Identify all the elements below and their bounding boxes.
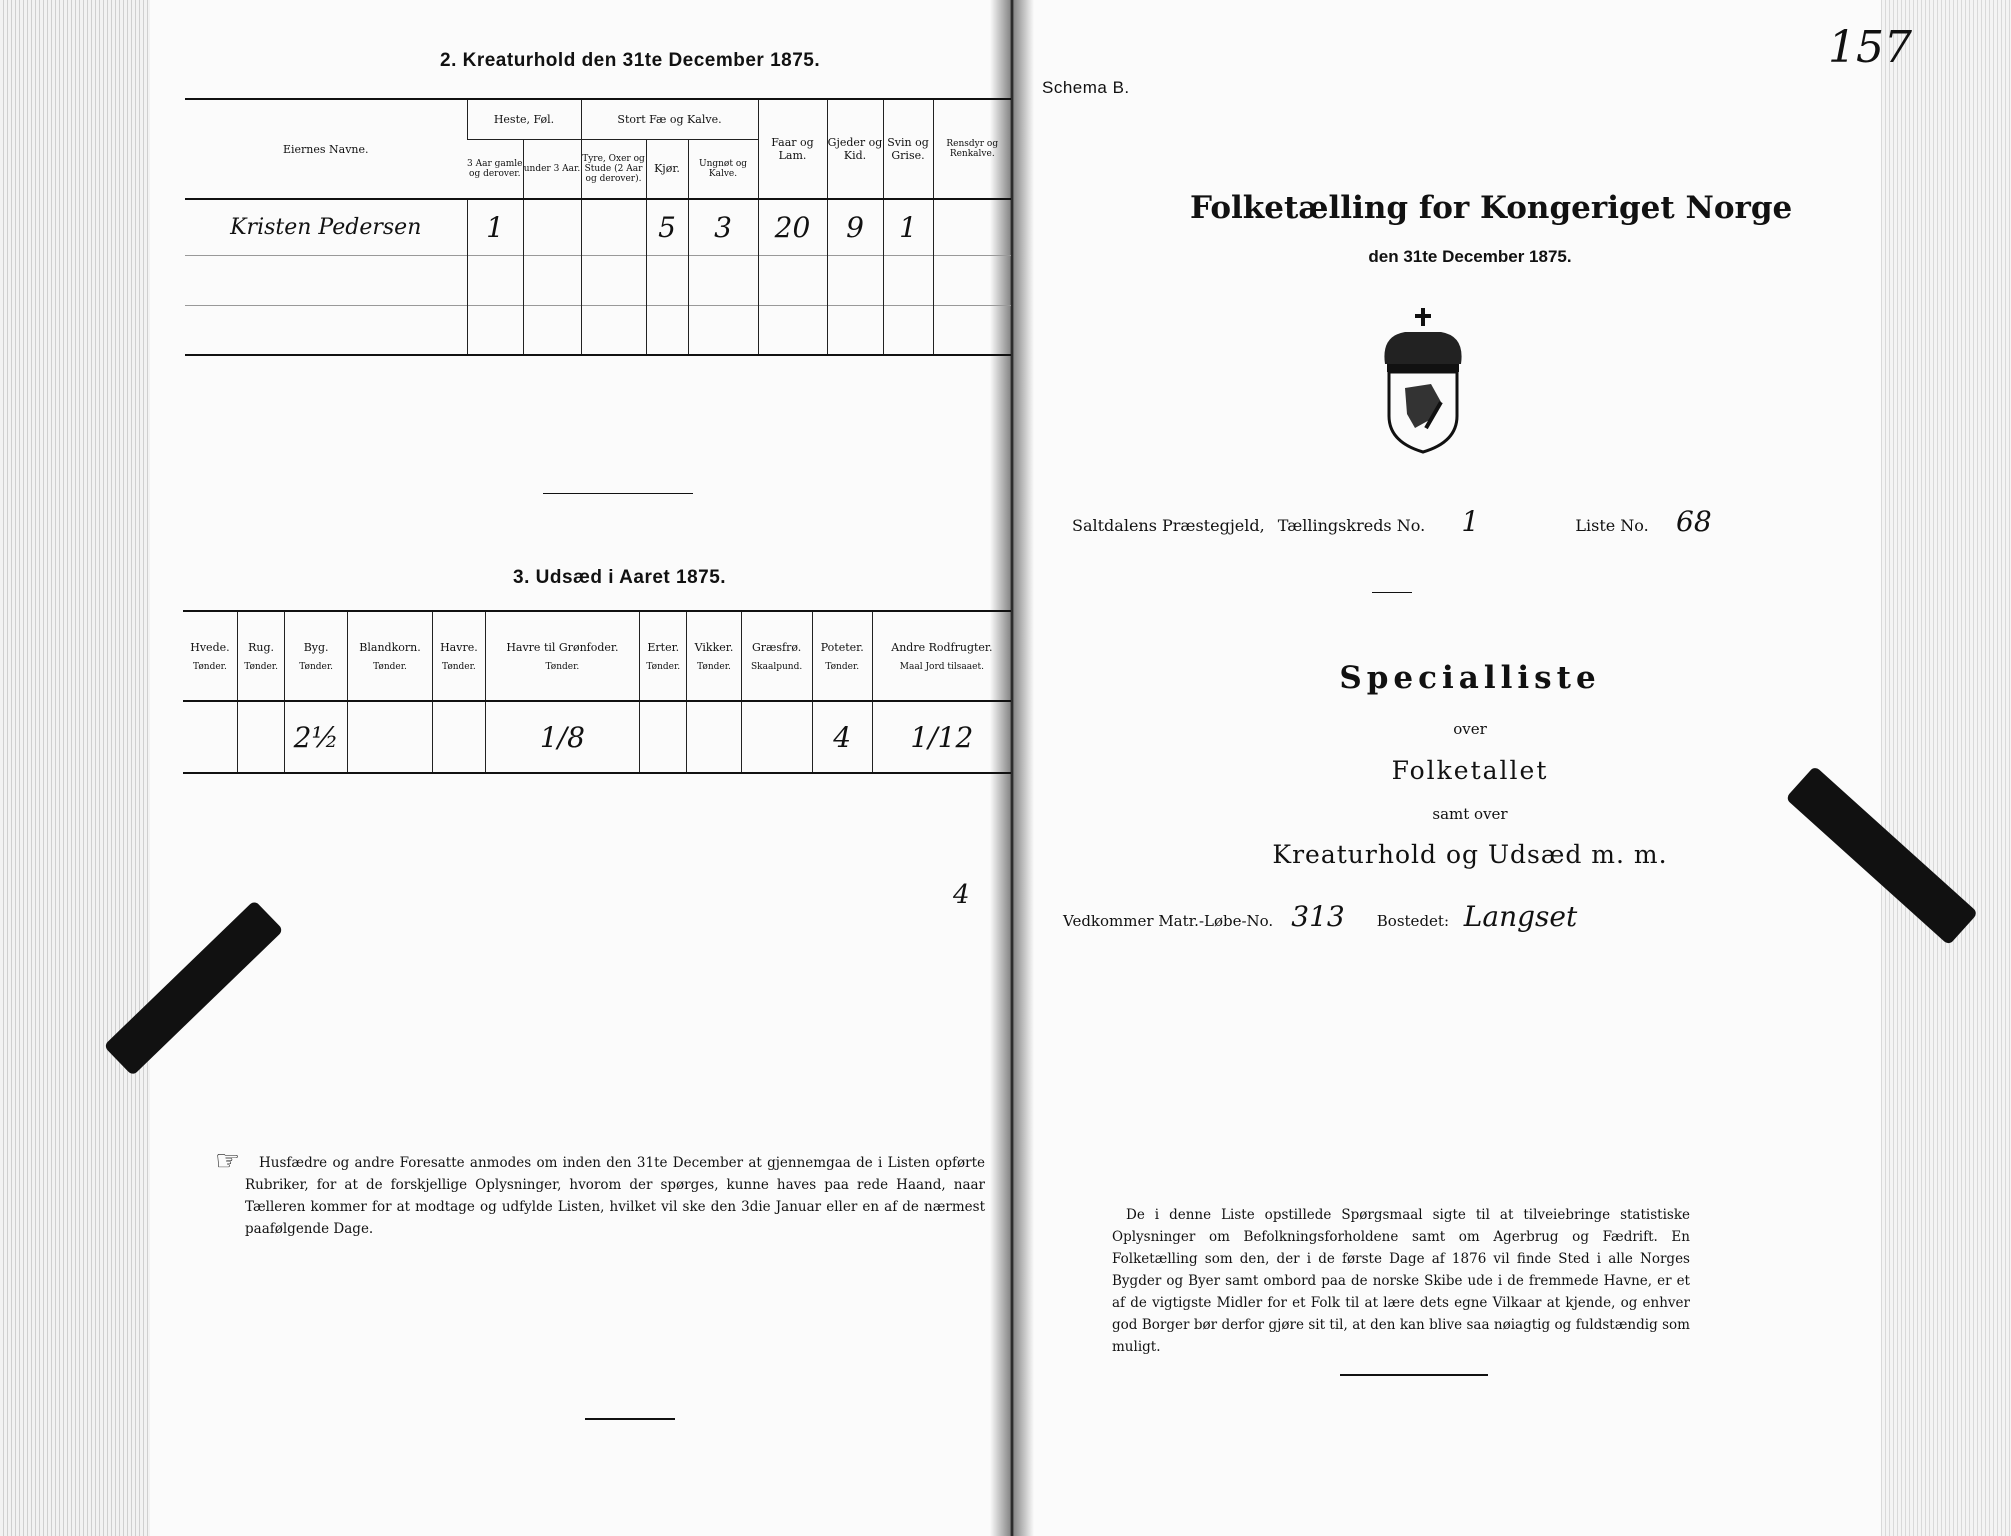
seed-header-unit: Tønder. bbox=[373, 661, 407, 672]
seed-header-name: Erter. bbox=[647, 640, 680, 654]
header-horses: Heste, Føl. bbox=[467, 99, 581, 139]
header-reindeer: Rensdyr og Renkalve. bbox=[933, 99, 1011, 199]
seed-value bbox=[640, 701, 687, 773]
seed-header-unit: Tønder. bbox=[545, 661, 580, 672]
instruction-text: Husfædre og andre Foresatte anmodes om inden den 31te December at gjennemgaa de i Listen opførte Rubriker, for at de forskjellige Oplysninger, hvorom der spørges, kunne haves paa rede Haand, naar Tælleren kommer for at modtage og udfylde Listen, hvilket vil ske den 3die Januar eller en af de nærmest paafølgende Dage. bbox=[245, 1155, 985, 1237]
seed-header bbox=[433, 611, 486, 701]
stray-pencil-mark: 4 bbox=[953, 880, 970, 910]
seed-value: 4 bbox=[812, 701, 872, 773]
seed-header-name: Byg. bbox=[303, 640, 329, 654]
seed-header-name: Havre til Grønfoder. bbox=[506, 640, 619, 654]
cell-cattle-cows: 5 bbox=[646, 199, 688, 255]
cell-owner: Kristen Pedersen bbox=[230, 214, 422, 240]
folketallet-text: Folketallet bbox=[1391, 756, 1549, 785]
seed-header-name: Græsfrø. bbox=[751, 640, 802, 654]
seed-header-unit: Tønder. bbox=[299, 661, 334, 672]
cell-pigs: 1 bbox=[883, 199, 933, 255]
divider bbox=[1340, 1374, 1488, 1376]
section2-title: 2. Kreaturhold den 31te December 1875. bbox=[440, 50, 821, 71]
main-heading: Folketælling for Kongeriget Norge bbox=[1190, 190, 1793, 226]
seed-header bbox=[237, 611, 284, 701]
seed-header bbox=[687, 611, 741, 701]
seed-header bbox=[347, 611, 432, 701]
seed-header bbox=[872, 611, 1011, 701]
folio-number: 157 bbox=[1828, 22, 1912, 73]
district-value: 1 bbox=[1461, 505, 1480, 538]
header-horses-3plus: 3 Aar gamle og derover. bbox=[467, 139, 523, 199]
cell-horses-under3 bbox=[523, 199, 581, 255]
section3-title: 3. Udsæd i Aaret 1875. bbox=[513, 567, 727, 588]
census-date: den 31te December 1875. bbox=[1368, 247, 1572, 266]
seed-value bbox=[183, 701, 237, 773]
header-cattle-cows: Kjør. bbox=[646, 139, 688, 199]
instruction-note bbox=[215, 1144, 985, 1240]
list-value: 68 bbox=[1676, 505, 1712, 538]
matr-label: Vedkommer Matr.-Løbe-No. bbox=[1063, 912, 1274, 930]
seed-header bbox=[640, 611, 687, 701]
seed-table bbox=[183, 610, 1011, 774]
seed-header-unit: Tønder. bbox=[244, 661, 278, 672]
seed-header bbox=[812, 611, 872, 701]
seed-header-unit: Tønder. bbox=[442, 661, 476, 672]
seed-value: 1/8 bbox=[485, 701, 639, 773]
empty-row bbox=[185, 255, 1011, 305]
kreaturhold-text: Kreaturhold og Udsæd m. m. bbox=[1272, 840, 1668, 869]
header-cattle-bulls: Tyre, Oxer og Stude (2 Aar og derover). bbox=[581, 139, 646, 199]
header-goats: Gjeder og Kid. bbox=[827, 99, 883, 199]
header-pigs: Svin og Grise. bbox=[883, 99, 933, 199]
seed-header-unit: Skaalpund. bbox=[751, 661, 803, 672]
seed-value: 1/12 bbox=[872, 701, 1011, 773]
seed-value bbox=[433, 701, 486, 773]
seed-header-name: Rug. bbox=[248, 640, 275, 654]
seed-header-unit: Maal Jord tilsaaet. bbox=[899, 661, 984, 672]
divider bbox=[585, 1418, 675, 1420]
seed-header-unit: Tønder. bbox=[646, 661, 681, 672]
specialliste-title: Specialliste bbox=[1339, 660, 1601, 696]
header-cattle-young: Ungnøt og Kalve. bbox=[688, 139, 758, 199]
divider bbox=[1372, 592, 1412, 593]
header-sheep: Faar og Lam. bbox=[758, 99, 827, 199]
empty-row bbox=[185, 305, 1011, 355]
footer-note: De i denne Liste opstillede Spørgsmaal sigte til at tilveiebringe statistiske Oplysninger om Befolkningsforholdene samt om Agerbrug og Fædrift. En Folketælling som den, der i de første Dage af 1876 vil finde Sted i alle Norges Bygder og Byer samt ombord paa de norske Skibe ude i de fremmede Havne, er et af de vigtigste Midler for et Folk til at lære dets egne Vilkaar at kjende, og enhver god Borger bør derfor gjøre sit til, at den kan blive saa nøiagtig og fuldstændig som muligt. bbox=[1112, 1207, 1690, 1355]
divider bbox=[543, 493, 693, 494]
seed-header-unit: Tønder. bbox=[193, 661, 227, 672]
coat-of-arms-icon bbox=[1375, 306, 1471, 454]
over-text: over bbox=[1453, 720, 1487, 738]
pointing-hand-icon: ☞ bbox=[215, 1144, 241, 1177]
district-line bbox=[1072, 505, 1734, 538]
seed-header-name: Poteter. bbox=[820, 640, 864, 654]
cell-sheep: 20 bbox=[758, 199, 827, 255]
header-owner: Eiernes Navne. bbox=[185, 99, 467, 199]
bosted-value: Langset bbox=[1463, 900, 1578, 933]
matr-value: 313 bbox=[1291, 900, 1345, 933]
parish-label: Saltdalens Præstegjeld, bbox=[1072, 516, 1265, 535]
seed-value bbox=[237, 701, 284, 773]
list-label: Liste No. bbox=[1575, 516, 1649, 535]
seed-header-name: Andre Rodfrugter. bbox=[891, 640, 993, 654]
cell-reindeer bbox=[933, 199, 1011, 255]
seed-value bbox=[347, 701, 432, 773]
seed-header bbox=[183, 611, 237, 701]
header-cattle: Stort Fæ og Kalve. bbox=[581, 99, 758, 139]
matrikkel-line bbox=[1063, 900, 1614, 933]
livestock-table bbox=[185, 98, 1011, 356]
seed-header bbox=[285, 611, 348, 701]
schema-label: Schema B. bbox=[1042, 78, 1130, 97]
seed-value: 2½ bbox=[285, 701, 348, 773]
cell-cattle-young: 3 bbox=[688, 199, 758, 255]
seed-header-unit: Tønder. bbox=[697, 661, 731, 672]
seed-header-name: Hvede. bbox=[190, 640, 230, 654]
page-edge-stack bbox=[0, 0, 150, 1536]
cell-goats: 9 bbox=[827, 199, 883, 255]
cell-cattle-bulls bbox=[581, 199, 646, 255]
seed-header bbox=[485, 611, 639, 701]
bosted-label: Bostedet: bbox=[1376, 912, 1449, 930]
seed-header-name: Havre. bbox=[440, 640, 478, 654]
seed-value bbox=[687, 701, 741, 773]
header-horses-under3: under 3 Aar. bbox=[523, 139, 581, 199]
cell-horses-3plus: 1 bbox=[467, 199, 523, 255]
seed-header-name: Blandkorn. bbox=[359, 640, 421, 654]
seed-header-name: Vikker. bbox=[694, 640, 734, 654]
seed-value bbox=[741, 701, 812, 773]
seed-header-unit: Tønder. bbox=[825, 661, 860, 672]
samt-over-text: samt over bbox=[1432, 805, 1508, 823]
seed-header bbox=[741, 611, 812, 701]
page-edge-stack bbox=[1881, 0, 2011, 1536]
district-label: Tællingskreds No. bbox=[1277, 516, 1426, 535]
